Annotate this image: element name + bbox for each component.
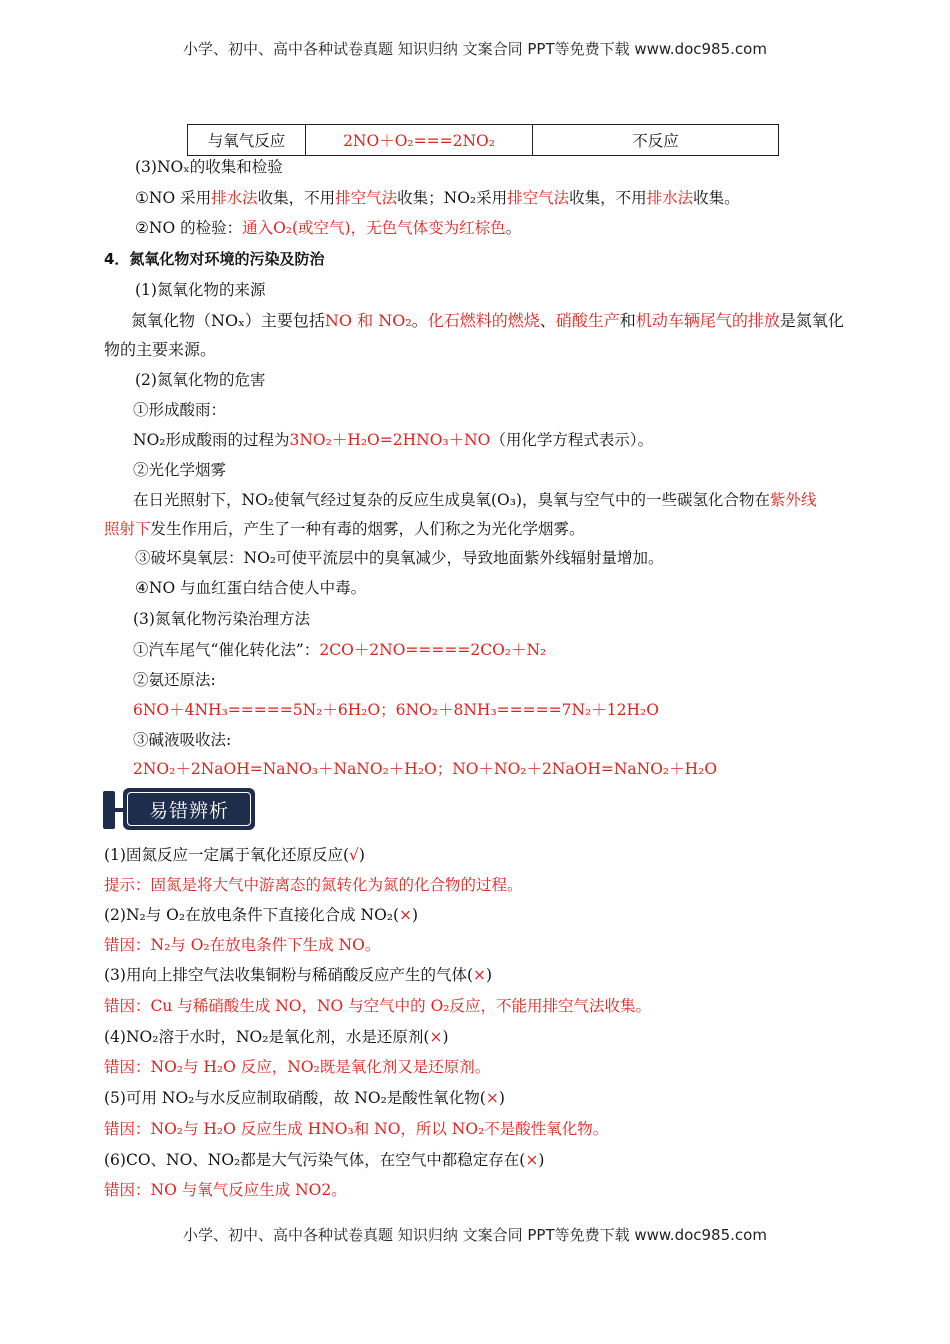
- error-item-4: [104, 1027, 449, 1047]
- alkali-heading: ③碱液吸收法:: [133, 731, 232, 749]
- text-seg: 、: [539, 311, 556, 330]
- error-note-6: 错因：NO 与氧气反应生成 NO2。: [104, 1181, 347, 1199]
- keyword: 排水法: [211, 189, 258, 207]
- row-label: 与氧气反应: [188, 125, 306, 156]
- smog-text-cont: [104, 519, 585, 539]
- keyword: 机动车辆尾气的排放: [635, 311, 780, 330]
- ozone-text: ③破坏臭氧层：NO₂可使平流层中的臭氧减少，导致地面紫外线辐射量增加。: [135, 549, 664, 567]
- text-seg: 收集。: [693, 189, 740, 207]
- cross-mark: ×: [473, 966, 487, 984]
- keyword: 通入O₂(或空气)，无色气体变为红棕色: [242, 219, 506, 237]
- text-seg: 氮氧化物（NOₓ）主要包括: [131, 311, 325, 330]
- alkali-equations: 2NO₂＋2NaOH=NaNO₃＋NaNO₂＋H₂O；NO＋NO₂＋2NaOH=NaNO₂＋H₂O: [133, 760, 718, 778]
- keyword: 化石燃料的燃烧: [427, 311, 540, 330]
- table-row: [188, 125, 779, 156]
- text-seg: 发生作用后，产生了一种有毒的烟雾，人们称之为光化学烟雾。: [150, 520, 585, 538]
- error-item-1: [104, 845, 365, 865]
- question: (6)CO、NO、NO₂都是大气污染气体，在空气中都稳定存在(: [104, 1151, 526, 1169]
- comparison-table: [187, 124, 779, 156]
- no-reaction-cell: 2NO＋O₂===2NO₂: [306, 125, 533, 156]
- smog-heading: ②光化学烟雾: [133, 461, 227, 479]
- acid-rain-text: [133, 430, 653, 450]
- question: (4)NO₂溶于水时，NO₂是氧化剂，水是还原剂(: [104, 1028, 430, 1046]
- ammonia-equations: 6NO＋4NH₃=====5N₂＋6H₂O；6NO₂＋8NH₃=====7N₂＋12H₂O: [133, 701, 659, 719]
- section-4-title: 4．氮氧化物对环境的污染及防治: [104, 250, 325, 268]
- page-header: 小学、初中、高中各种试卷真题 知识归纳 文案合同 PPT等免费下载 www.doc985.com: [183, 40, 767, 58]
- text-seg: （用化学方程式表示）。: [490, 431, 654, 449]
- question: (1)固氮反应一定属于氧化还原反应(: [104, 846, 350, 864]
- text-seg: ): [358, 846, 365, 864]
- cross-mark: ×: [525, 1151, 539, 1169]
- error-note-5: 错因：NO₂与 H₂O 反应生成 HNO₃和 NO，所以 NO₂不是酸性氧化物。: [104, 1120, 609, 1138]
- no-test-method: [135, 218, 521, 238]
- text-seg: ): [412, 906, 419, 924]
- text-seg: ): [486, 966, 493, 984]
- question: (5)可用 NO₂与水反应制取硝酸，故 NO₂是酸性氧化物(: [104, 1089, 486, 1107]
- cross-mark: ×: [485, 1089, 499, 1107]
- text-seg: NO₂形成酸雨的过程为: [133, 431, 290, 449]
- collection-method: [135, 188, 740, 208]
- equation: 3NO₂＋H₂O=2HNO₃＋NO: [289, 431, 491, 449]
- keyword: 照射下: [104, 520, 151, 538]
- error-item-2: [104, 905, 418, 925]
- text-seg: 和: [619, 311, 636, 330]
- badge-box: [123, 788, 255, 830]
- text-seg: ②NO 的检验：: [135, 219, 243, 237]
- keyword: 排空气法: [507, 189, 570, 207]
- text-seg: 在日光照射下，NO₂使氧气经过复杂的反应生成臭氧(O₃)，臭氧与空气中的一些碳氢化合物在: [133, 491, 771, 509]
- ammonia-heading: ②氨还原法:: [133, 671, 216, 689]
- text-seg: 收集；NO₂采用: [397, 189, 508, 207]
- keyword: 硝酸生产: [555, 311, 620, 330]
- keyword: 排空气法: [335, 189, 398, 207]
- error-note-3: 错因：Cu 与稀硝酸生成 NO，NO 与空气中的 O₂反应，不能用排空气法收集。: [104, 997, 652, 1015]
- text-seg: 。: [411, 311, 428, 330]
- text-seg: ①汽车尾气“催化转化法”：: [133, 641, 320, 659]
- catalytic-method: [133, 640, 546, 660]
- keyword: 排水法: [646, 189, 694, 207]
- equation: 2CO＋2NO=====2CO₂＋N₂: [319, 641, 547, 659]
- error-item-5: [104, 1088, 505, 1108]
- text-seg: ): [538, 1151, 545, 1169]
- error-note-1: 提示：固氮是将大气中游离态的氮转化为氮的化合物的过程。: [104, 876, 523, 894]
- sources-text: [131, 311, 844, 331]
- cross-mark: ×: [399, 906, 413, 924]
- question: (3)用向上排空气法收集铜粉与稀硝酸反应产生的气体(: [104, 966, 474, 984]
- section-3-title: (3)NOₓ的收集和检验: [135, 158, 283, 176]
- acid-rain-heading: ①形成酸雨：: [133, 401, 227, 419]
- check-mark: √: [349, 846, 359, 864]
- text-seg: 收集，不用: [257, 189, 336, 207]
- hazards-subtitle: (2)氮氧化物的危害: [135, 371, 266, 389]
- no2-reaction-cell: 不反应: [533, 125, 779, 156]
- text-seg: 是氮氧化: [779, 311, 844, 330]
- badge-label: 易错辨析: [127, 792, 251, 826]
- page-footer: 小学、初中、高中各种试卷真题 知识归纳 文案合同 PPT等免费下载 www.doc985.com: [183, 1226, 767, 1244]
- error-item-3: [104, 965, 492, 985]
- sources-subtitle: (1)氮氧化物的来源: [135, 281, 266, 299]
- text-seg: ): [442, 1028, 449, 1046]
- hemoglobin-text: ④NO 与血红蛋白结合使人中毒。: [135, 579, 367, 597]
- error-item-6: [104, 1150, 544, 1170]
- keyword: 紫外线: [770, 491, 817, 509]
- treatment-subtitle: (3)氮氧化物污染治理方法: [133, 610, 310, 628]
- error-note-2: 错因：N₂与 O₂在放电条件下生成 NO。: [104, 936, 381, 954]
- section-badge: [103, 788, 255, 830]
- cross-mark: ×: [429, 1028, 443, 1046]
- text-seg: ①NO 采用: [135, 189, 212, 207]
- error-note-4: 错因：NO₂与 H₂O 反应，NO₂既是氧化剂又是还原剂。: [104, 1058, 491, 1076]
- sources-text-cont: 物的主要来源。: [104, 340, 217, 359]
- keyword: NO 和 NO₂: [324, 311, 412, 330]
- smog-text: [133, 490, 817, 510]
- text-seg: 收集，不用: [569, 189, 647, 207]
- text-seg: ): [498, 1089, 505, 1107]
- question: (2)N₂与 O₂在放电条件下直接化合成 NO₂(: [104, 906, 400, 924]
- text-seg: 。: [505, 219, 522, 237]
